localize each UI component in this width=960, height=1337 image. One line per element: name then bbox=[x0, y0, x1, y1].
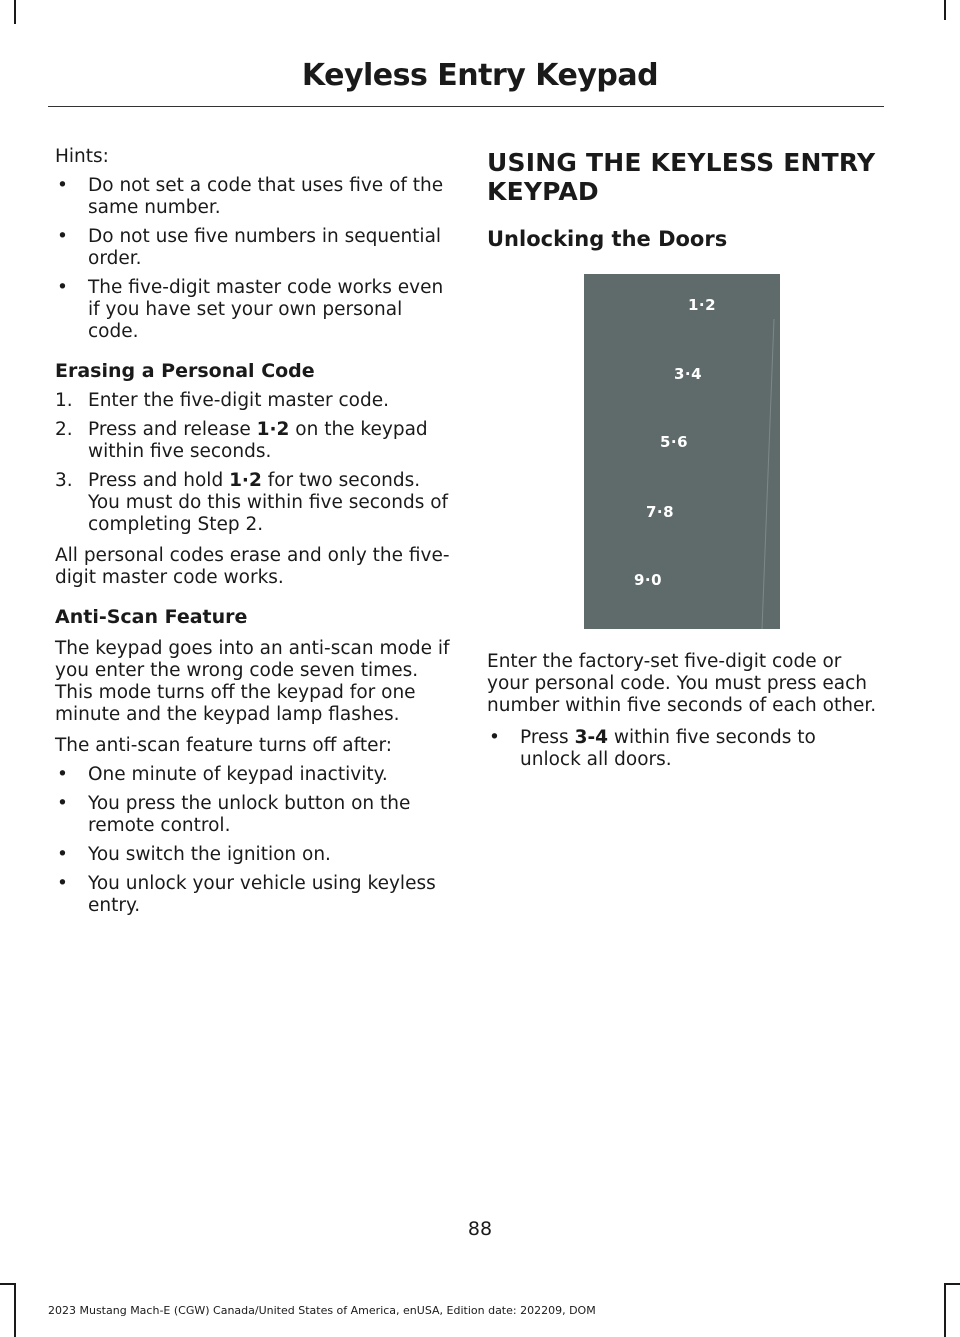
list-item: • You unlock your vehicle using keyless entry. bbox=[57, 873, 436, 916]
keypad-illustration bbox=[584, 274, 780, 629]
list-item: • The five-digit master code works even if you have set your own personal code. bbox=[57, 277, 444, 342]
antiscan-heading: Anti-Scan Feature bbox=[55, 606, 248, 628]
left-column bbox=[55, 146, 450, 917]
hints-list bbox=[55, 175, 450, 343]
section-title-line1: USING THE KEYLESS ENTRY bbox=[487, 148, 876, 177]
keypad-key-3-4: 3·4 bbox=[674, 365, 703, 383]
list-item: • One minute of keypad inactivity. bbox=[57, 764, 388, 785]
page-title: Keyless Entry Keypad bbox=[301, 58, 659, 93]
keypad-key-7-8: 7·8 bbox=[646, 503, 675, 521]
edition-info: 2023 Mustang Mach-E (CGW) Canada/United States of America, enUSA, Edition date: 202209, DOM bbox=[48, 1304, 596, 1317]
keypad-svg bbox=[584, 274, 780, 629]
unlock-text: Enter the factory-set five-digit code or your personal code. You must press each number within five seconds of each other. bbox=[487, 651, 877, 716]
crop-mark-top-right bbox=[944, 0, 946, 20]
crop-mark-bottom-left bbox=[14, 1283, 16, 1337]
unlock-heading: Unlocking the Doors bbox=[487, 227, 728, 251]
erase-heading: Erasing a Personal Code bbox=[55, 360, 315, 382]
erase-result: All personal codes erase and only the five-digit master code works. bbox=[55, 545, 450, 588]
header-divider bbox=[48, 106, 884, 107]
antiscan-off-list bbox=[55, 764, 450, 917]
list-item: 1. Enter the five-digit master code. bbox=[55, 390, 389, 411]
list-item: • You press the unlock button on the remote control. bbox=[57, 793, 411, 836]
list-item: 2. Press and release 1·2 on the keypad within five seconds. bbox=[55, 419, 428, 462]
keypad-key-1-2: 1·2 bbox=[688, 296, 717, 314]
crop-mark-top-left bbox=[14, 0, 16, 24]
list-item: • Do not use five numbers in sequential order. bbox=[57, 226, 442, 269]
erase-steps bbox=[55, 390, 450, 536]
keypad-key-5-6: 5·6 bbox=[660, 433, 689, 451]
keypad-key-9-0: 9·0 bbox=[634, 571, 663, 589]
crop-mark-bottom-left-h bbox=[0, 1283, 16, 1285]
page-number: 88 bbox=[467, 1218, 493, 1240]
unlock-bullet: • Press 3-4 within five seconds to unlock all doors. bbox=[489, 727, 816, 770]
antiscan-text: The keypad goes into an anti-scan mode if you enter the wrong code seven times. This mode turns off the keypad for one minute and the keypad lamp flashes. bbox=[55, 638, 450, 725]
antiscan-off-label: The anti-scan feature turns off after: bbox=[55, 735, 392, 756]
keypad-edge-line bbox=[762, 319, 774, 629]
crop-mark-bottom-right-h bbox=[944, 1283, 960, 1285]
hints-label: Hints: bbox=[55, 146, 109, 167]
crop-mark-bottom-right bbox=[944, 1283, 946, 1337]
right-column bbox=[487, 148, 882, 771]
section-title-line2: KEYPAD bbox=[487, 177, 599, 206]
list-item: 3. Press and hold 1·2 for two seconds. You must do this within five seconds of completing Step 2. bbox=[55, 470, 449, 535]
list-item: • You switch the ignition on. bbox=[57, 844, 331, 865]
list-item: • Do not set a code that uses five of the same number. bbox=[57, 175, 444, 218]
